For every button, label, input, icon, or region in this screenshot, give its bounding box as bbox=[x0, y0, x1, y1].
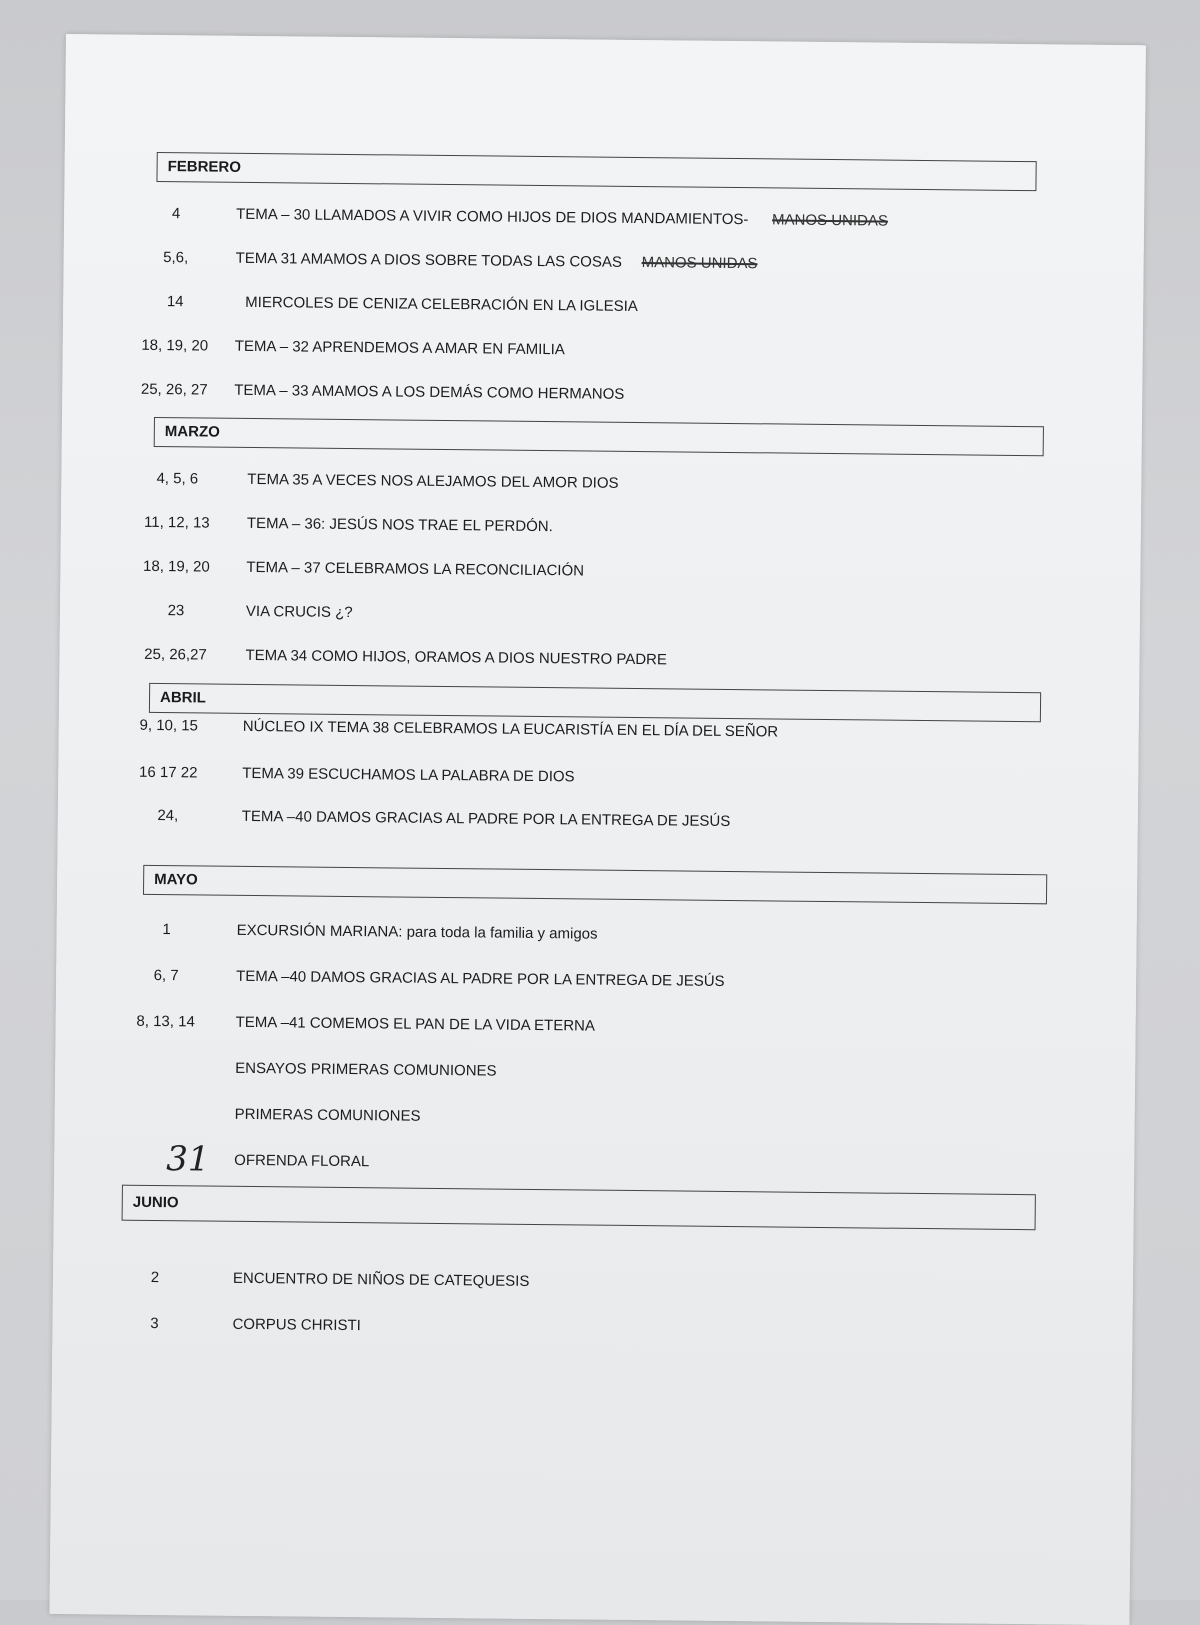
section-header-abril bbox=[149, 683, 1041, 722]
item-date: 14 bbox=[166, 293, 184, 311]
item-text: ENCUENTRO DE NIÑOS DE CATEQUESIS bbox=[232, 1269, 530, 1290]
item-date: 5,6, bbox=[163, 249, 189, 267]
item-text: TEMA – 32 APRENDEMOS A AMAR EN FAMILIA bbox=[234, 337, 565, 359]
item-date: 18, 19, 20 bbox=[141, 336, 209, 355]
section-title: MAYO bbox=[154, 870, 198, 889]
item-date: 4 bbox=[171, 205, 181, 223]
section-title: MARZO bbox=[164, 423, 220, 441]
item-date: 3 bbox=[150, 1314, 159, 1333]
item-date: 18, 19, 20 bbox=[142, 557, 210, 576]
item-text: CORPUS CHRISTI bbox=[232, 1315, 361, 1335]
item-date: 4, 5, 6 bbox=[156, 469, 199, 488]
paper-sheet bbox=[49, 34, 1145, 1625]
item-date: 16 17 22 bbox=[138, 763, 198, 782]
section-title: FEBRERO bbox=[167, 158, 242, 176]
section-header-junio bbox=[122, 1185, 1036, 1231]
item-text: TEMA –40 DAMOS GRACIAS AL PADRE POR LA ENTREGA DE JESÚS bbox=[236, 967, 725, 990]
item-date: 25, 26,27 bbox=[144, 645, 207, 664]
section-header-febrero bbox=[156, 152, 1036, 191]
item-text: TEMA – 36: JESÚS NOS TRAE EL PERDÓN. bbox=[246, 514, 553, 536]
section-header-mayo bbox=[143, 865, 1047, 904]
item-text: TEMA 31 AMAMOS A DIOS SOBRE TODAS LAS COSAS bbox=[235, 249, 622, 271]
section-title: JUNIO bbox=[132, 1193, 179, 1212]
item-text: TEMA –41 COMEMOS EL PAN DE LA VIDA ETERNA bbox=[235, 1013, 596, 1035]
item-text: NÚCLEO IX TEMA 38 CELEBRAMOS LA EUCARISTÍA EN EL DÍA DEL SEÑOR bbox=[242, 717, 779, 741]
item-text: TEMA – 33 AMAMOS A LOS DEMÁS COMO HERMANOS bbox=[234, 381, 625, 403]
item-date: 6, 7 bbox=[153, 966, 179, 985]
item-text: TEMA 39 ESCUCHAMOS LA PALABRA DE DIOS bbox=[242, 764, 575, 786]
item-text: TEMA 34 COMO HIJOS, ORAMOS A DIOS NUESTRO PADRE bbox=[245, 646, 668, 669]
section-title: ABRIL bbox=[159, 689, 206, 707]
item-text: PRIMERAS COMUNIONES bbox=[234, 1105, 421, 1125]
item-date: 11, 12, 13 bbox=[143, 513, 210, 532]
item-text: EXCURSIÓN MARIANA: para toda la familia y amigos bbox=[236, 921, 598, 943]
item-text: TEMA 35 A VECES NOS ALEJAMOS DEL AMOR DIOS bbox=[247, 470, 619, 492]
item-text: ENSAYOS PRIMERAS COMUNIONES bbox=[235, 1059, 497, 1080]
item-date: 24, bbox=[157, 807, 179, 825]
item-text: VIA CRUCIS ¿? bbox=[245, 602, 353, 622]
item-date: 8, 13, 14 bbox=[136, 1012, 195, 1031]
struck-text: MANOS UNIDAS bbox=[641, 254, 758, 273]
item-text: MIERCOLES DE CENIZA CELEBRACIÓN EN LA IGLESIA bbox=[245, 293, 638, 316]
item-date: 25, 26, 27 bbox=[140, 380, 208, 399]
item-text: TEMA –40 DAMOS GRACIAS AL PADRE POR LA ENTREGA DE JESÚS bbox=[241, 807, 731, 830]
item-date: 23 bbox=[167, 602, 185, 620]
section-header-marzo bbox=[154, 417, 1044, 456]
handwritten-date: 31 bbox=[166, 1139, 210, 1180]
item-date: 9, 10, 15 bbox=[139, 716, 199, 735]
item-date: 2 bbox=[150, 1268, 160, 1287]
item-text: TEMA – 37 CELEBRAMOS LA RECONCILIACIÓN bbox=[246, 558, 585, 580]
item-date: 1 bbox=[162, 921, 171, 939]
item-text: OFRENDA FLORAL bbox=[234, 1151, 370, 1171]
item-text: TEMA – 30 LLAMADOS A VIVIR COMO HIJOS DE DIOS MANDAMIENTOS- bbox=[236, 205, 749, 229]
struck-text: MANOS UNIDAS bbox=[772, 211, 889, 230]
